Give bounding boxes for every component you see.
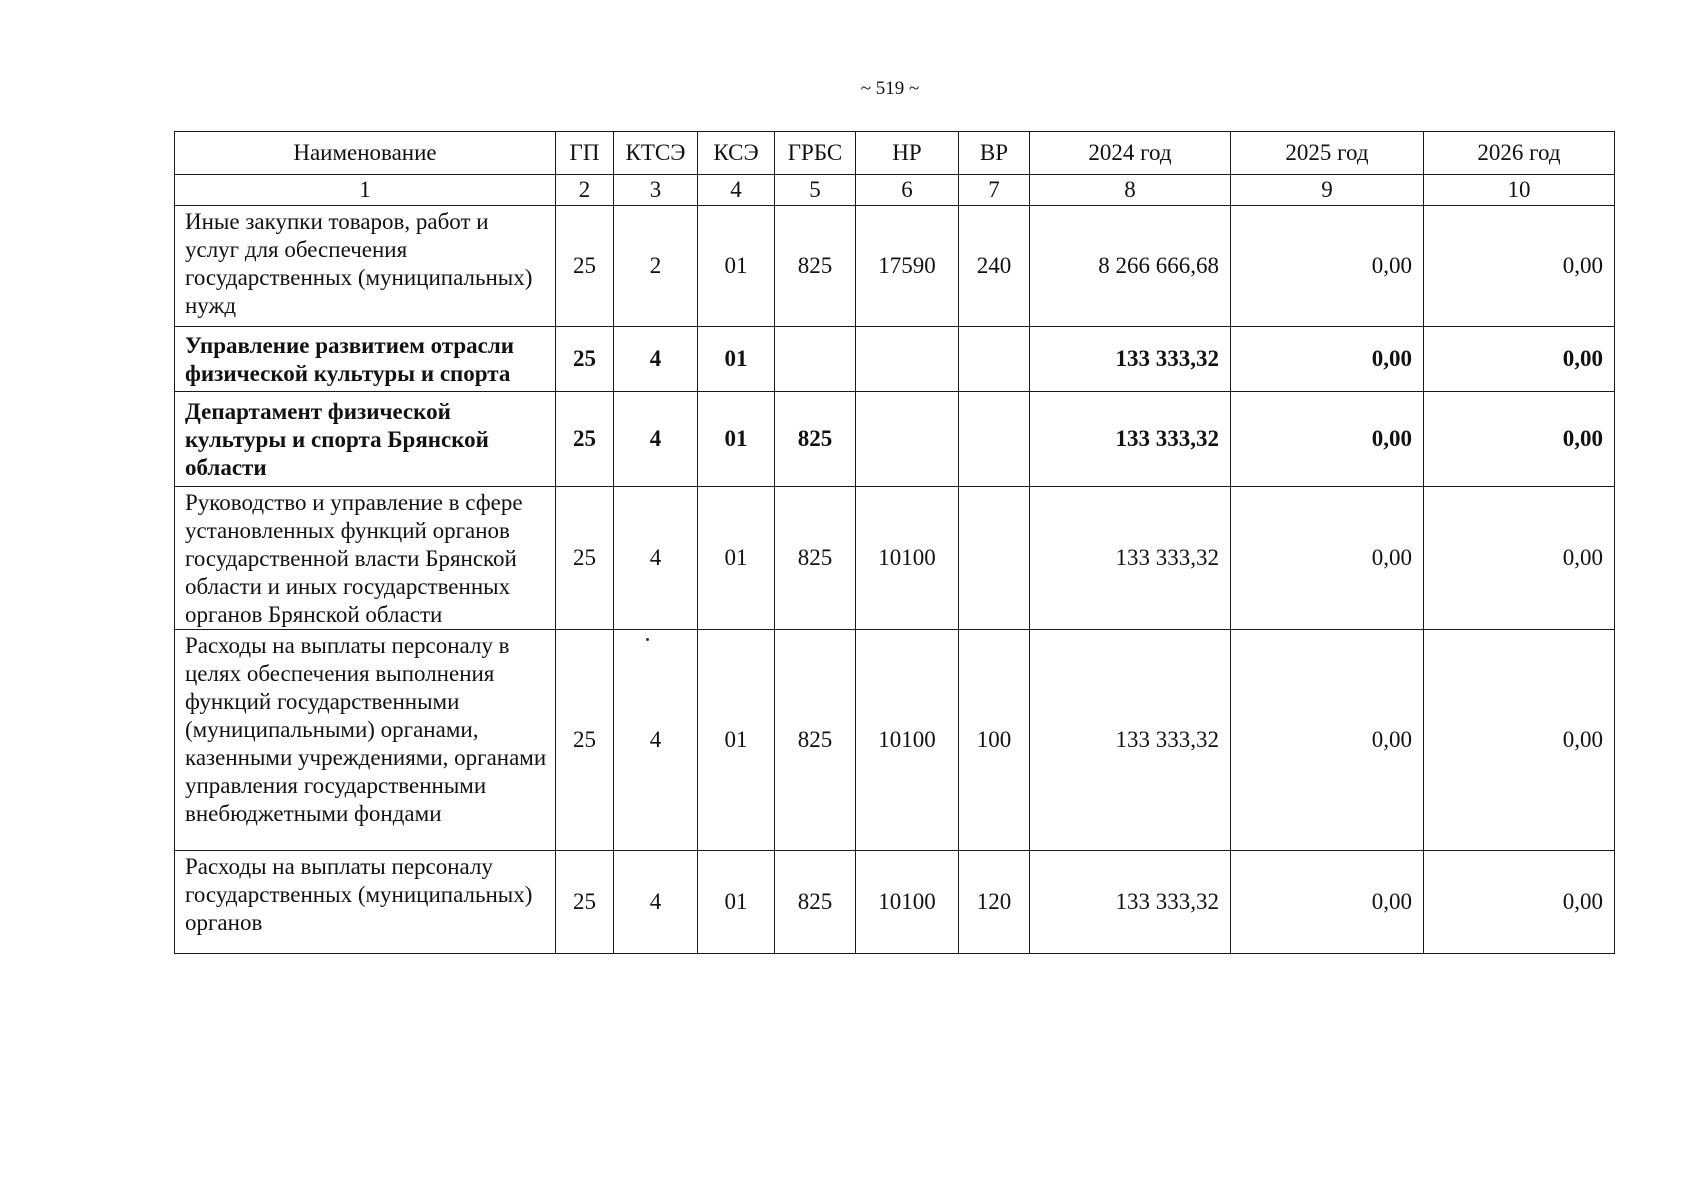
row-2024: 133 333,32 [1030,392,1231,487]
row-2024: 133 333,32 [1030,851,1231,954]
header-vr: ВР [959,132,1030,175]
row-gp: 25 [556,327,614,392]
row-2025: 0,00 [1231,327,1424,392]
row-nr: 17590 [856,206,959,327]
row-nr: 10100 [856,630,959,851]
table-row [175,392,1615,487]
row-kse: 01 [698,851,775,954]
row-grbs: 825 [775,392,856,487]
column-number: 9 [1231,175,1424,206]
row-kse: 01 [698,206,775,327]
column-number: 10 [1424,175,1615,206]
row-ktse: 4 [614,851,698,954]
row-vr: 120 [959,851,1030,954]
row-ktse: 4 [614,392,698,487]
column-number: 3 [614,175,698,206]
row-nr: 10100 [856,851,959,954]
row-2024: 133 333,32 [1030,327,1231,392]
row-2024: 133 333,32 [1030,630,1231,851]
header-2025: 2025 год [1231,132,1424,175]
row-2025: 0,00 [1231,851,1424,954]
row-grbs: 825 [775,851,856,954]
column-number: 7 [959,175,1030,206]
header-2026: 2026 год [1424,132,1615,175]
header-grbs: ГРБС [775,132,856,175]
row-vr [959,327,1030,392]
column-number: 8 [1030,175,1231,206]
row-vr [959,487,1030,630]
row-nr: 10100 [856,487,959,630]
column-number-row [175,175,1615,206]
table-row [175,851,1615,954]
row-kse: 01 [698,630,775,851]
header-name: Наименование [175,132,556,175]
row-ktse: 2 [614,206,698,327]
header-kse: КСЭ [698,132,775,175]
header-row [175,132,1615,175]
row-2024: 8 266 666,68 [1030,206,1231,327]
row-kse: 01 [698,327,775,392]
header-ktse: КТСЭ [614,132,698,175]
row-2024: 133 333,32 [1030,487,1231,630]
column-number: 1 [175,175,556,206]
row-kse: 01 [698,487,775,630]
column-number: 5 [775,175,856,206]
row-name: Расходы на выплаты персоналу в целях обеспечения выполнения функций государственными (муниципальными) органами, казенными учреждениями, органами управления государственными внебюджетными фондами [175,630,556,851]
row-ktse: 4 [614,630,698,851]
row-gp: 25 [556,851,614,954]
row-nr [856,327,959,392]
row-ktse: 4 [614,487,698,630]
row-2026: 0,00 [1424,206,1615,327]
row-2025: 0,00 [1231,630,1424,851]
row-grbs: 825 [775,487,856,630]
row-nr [856,392,959,487]
row-2025: 0,00 [1231,392,1424,487]
column-number: 2 [556,175,614,206]
row-gp: 25 [556,630,614,851]
page-number: ~ 519 ~ [860,78,920,99]
row-2026: 0,00 [1424,851,1615,954]
row-name: Руководство и управление в сфере установленных функций органов государственной власти Брянской области и иных государственных органов Брянской области [175,487,556,630]
row-2025: 0,00 [1231,487,1424,630]
row-grbs: 825 [775,206,856,327]
row-gp: 25 [556,206,614,327]
row-grbs: 825 [775,630,856,851]
row-2026: 0,00 [1424,392,1615,487]
row-grbs [775,327,856,392]
row-gp: 25 [556,487,614,630]
row-name: Расходы на выплаты персоналу государственных (муниципальных) органов [175,851,556,954]
row-name: Департамент физической культуры и спорта Брянской области [175,392,556,487]
row-name: Иные закупки товаров, работ и услуг для обеспечения государственных (муниципальных) нужд [175,206,556,327]
row-name: Управление развитием отрасли физической культуры и спорта [175,327,556,392]
table-row [175,630,1615,851]
row-2026: 0,00 [1424,487,1615,630]
table-row [175,487,1615,630]
row-2026: 0,00 [1424,630,1615,851]
table-row [175,327,1615,392]
row-kse: 01 [698,392,775,487]
column-number: 4 [698,175,775,206]
row-ktse: 4 [614,327,698,392]
header-gp: ГП [556,132,614,175]
table-row [175,206,1615,327]
header-nr: НР [856,132,959,175]
row-vr [959,392,1030,487]
row-2025: 0,00 [1231,206,1424,327]
header-2024: 2024 год [1030,132,1231,175]
scan-speck [646,638,649,641]
column-number: 6 [856,175,959,206]
row-gp: 25 [556,392,614,487]
row-vr: 100 [959,630,1030,851]
budget-table [174,131,1615,954]
row-vr: 240 [959,206,1030,327]
row-2026: 0,00 [1424,327,1615,392]
